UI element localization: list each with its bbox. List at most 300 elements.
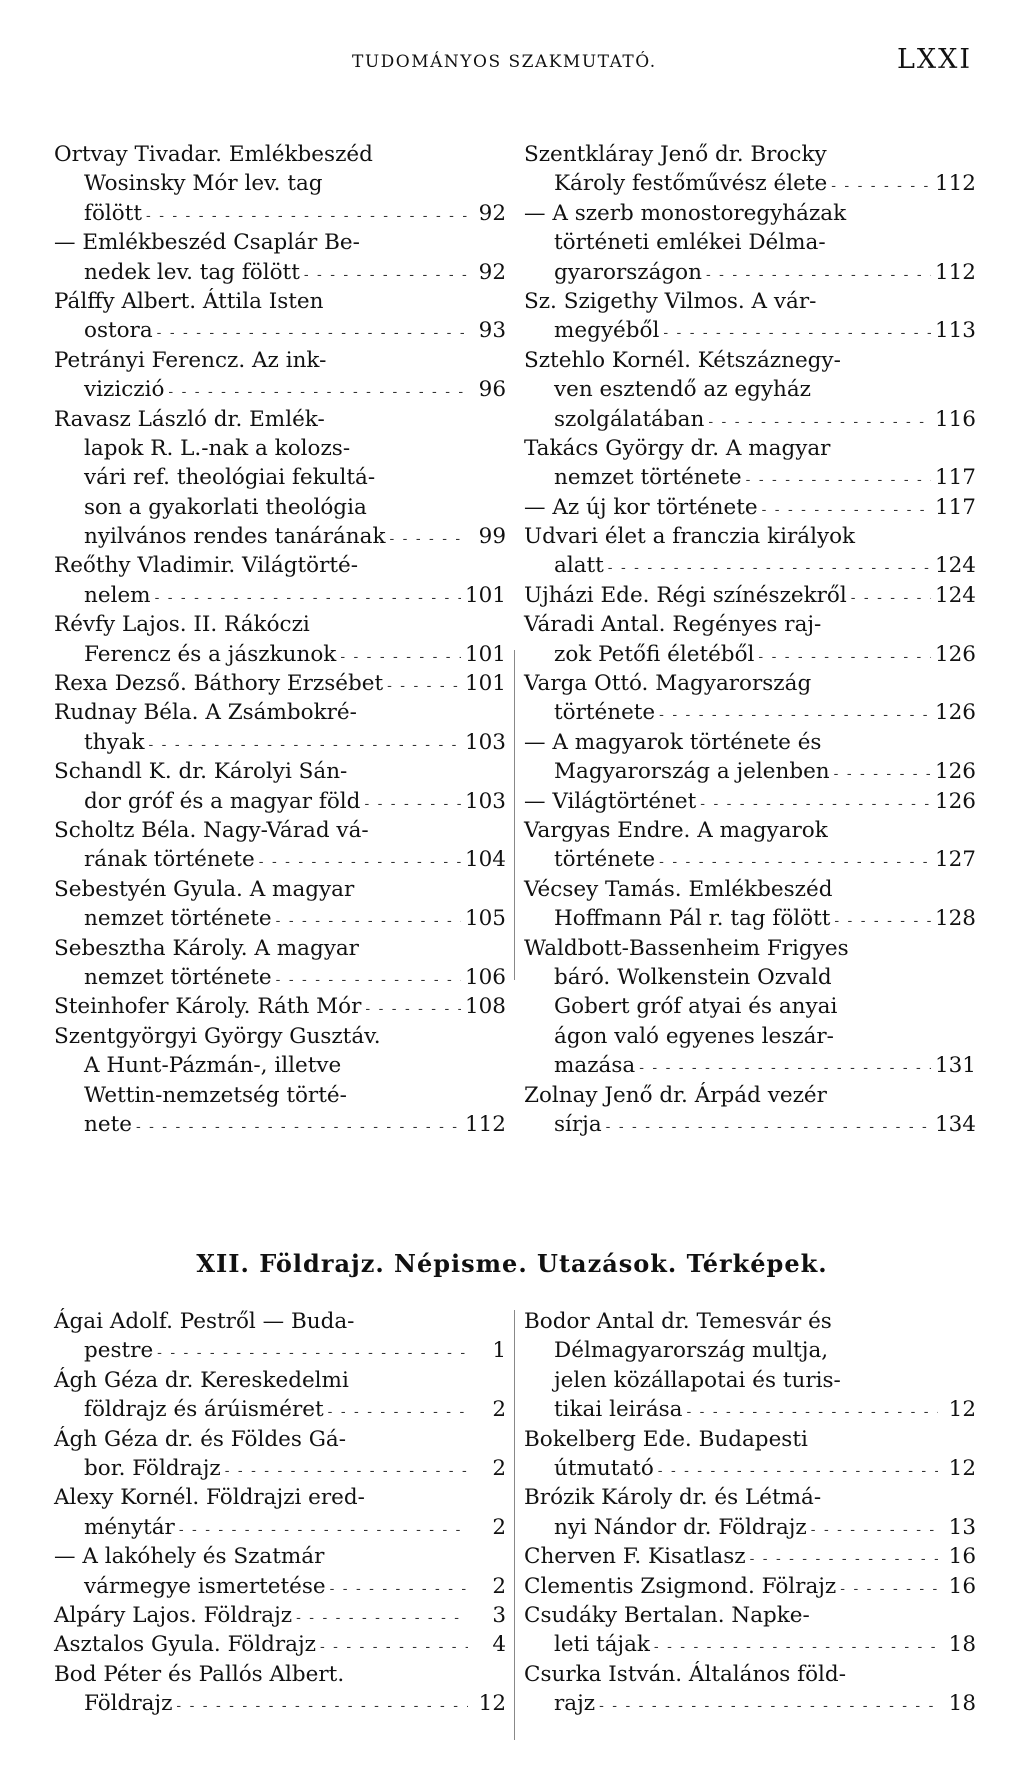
index-entry — [524, 1425, 976, 1484]
index-entry — [524, 287, 976, 346]
column-divider — [514, 650, 515, 980]
entry-line — [54, 992, 506, 1021]
entry-text: ven esztendő az egyház — [554, 377, 811, 403]
leader-dots — [360, 790, 461, 819]
entry-line — [54, 1542, 506, 1571]
entry-text: történeti emlékei Délma- — [554, 230, 826, 256]
index-entry — [524, 1601, 976, 1660]
entry-text: Gobert gróf atyai és anyai — [554, 994, 838, 1020]
entry-line — [524, 1022, 976, 1051]
entry-line — [524, 992, 976, 1021]
entry-page-number: 124 — [934, 582, 976, 608]
index-entry — [524, 434, 976, 493]
entry-line — [54, 1307, 506, 1336]
leader-dots — [696, 790, 931, 819]
entry-line — [524, 228, 976, 257]
entry-line — [524, 1110, 976, 1139]
entry-page-number: 116 — [934, 406, 976, 432]
index-entry — [54, 1660, 506, 1719]
entry-line — [524, 1081, 976, 1110]
entry-text: ágon való egyenes leszár- — [554, 1023, 834, 1049]
entry-line — [524, 140, 976, 169]
leader-dots — [383, 672, 461, 701]
index-entry — [54, 992, 506, 1021]
entry-page-number: 131 — [934, 1053, 976, 1079]
entry-text: leti tájak — [554, 1632, 650, 1658]
leader-dots — [132, 1113, 461, 1142]
entry-line — [54, 1336, 506, 1365]
entry-line — [54, 287, 506, 316]
index-entry — [54, 610, 506, 669]
entry-line — [524, 610, 976, 639]
index-entry — [524, 1572, 976, 1601]
leader-dots — [385, 525, 468, 554]
entry-line — [524, 1542, 976, 1571]
entry-line — [54, 698, 506, 727]
index-entry — [524, 1483, 976, 1542]
index-entry — [524, 522, 976, 581]
entry-line — [54, 728, 506, 757]
entry-line — [524, 1425, 976, 1454]
entry-page-number: 2 — [492, 1455, 506, 1481]
entry-text: Varga Ottó. Magyarország — [524, 671, 812, 697]
leader-dots — [683, 1398, 939, 1427]
entry-line — [524, 963, 976, 992]
entry-text: ménytár — [84, 1514, 175, 1540]
index-entry — [524, 934, 976, 1081]
entry-text: Ágh Géza dr. és Földes Gá- — [54, 1426, 346, 1452]
entry-text: földrajz és árúisméret — [84, 1397, 324, 1423]
entry-page-number: 112 — [934, 259, 976, 285]
entry-text: vármegye ismertetése — [84, 1573, 326, 1599]
entry-page-number: 101 — [464, 582, 506, 608]
entry-line — [524, 698, 976, 727]
entry-text: Bodor Antal dr. Temesvár és — [524, 1309, 832, 1334]
entry-page-number: 103 — [464, 788, 506, 814]
index-entry — [524, 1307, 976, 1425]
entry-text: Ferencz és a jászkunok — [84, 641, 337, 667]
index-entry — [54, 287, 506, 346]
entry-line — [54, 140, 506, 169]
entry-page-number: 112 — [464, 1111, 506, 1137]
entry-line — [54, 522, 506, 551]
leader-dots — [827, 172, 931, 201]
index-entry — [524, 1660, 976, 1719]
entry-line — [524, 551, 976, 580]
entry-line — [524, 816, 976, 845]
entry-line — [524, 1601, 976, 1630]
entry-text: Sztehlo Kornél. Kétszáznegy- — [524, 347, 841, 373]
entry-text: Sebestyén Gyula. A magyar — [54, 876, 355, 902]
entry-line — [524, 1660, 976, 1689]
entry-text: Brózik Károly dr. és Létmá- — [524, 1485, 822, 1511]
leader-dots — [221, 1457, 468, 1486]
entry-line — [524, 346, 976, 375]
entry-line — [524, 1336, 976, 1365]
entry-page-number: 16 — [948, 1573, 976, 1599]
entry-page-number: 16 — [948, 1544, 976, 1570]
entry-text: Schandl K. dr. Károlyi Sán- — [54, 759, 348, 785]
entry-page-number: 1 — [492, 1338, 506, 1364]
entry-text: pestre — [84, 1338, 154, 1364]
leader-dots — [175, 1516, 468, 1545]
entry-text: Clementis Zsigmond. Fölrajz — [524, 1573, 837, 1599]
leader-dots — [151, 584, 461, 613]
entry-text: Waldbott-Bassenheim Frigyes — [524, 935, 849, 961]
entry-text: Sebesztha Károly. A magyar — [54, 935, 359, 961]
entry-page-number: 3 — [492, 1602, 506, 1628]
entry-line — [54, 434, 506, 463]
entry-text: — Emlékbeszéd Csaplár Be- — [54, 230, 360, 256]
entry-line — [54, 405, 506, 434]
entry-text: — Az új kor története — [524, 494, 758, 520]
entry-line — [54, 1366, 506, 1395]
entry-text: Steinhofer Károly. Ráth Mór — [54, 994, 362, 1020]
leader-dots — [742, 466, 931, 495]
entry-text: Asztalos Gyula. Földrajz — [54, 1632, 316, 1658]
entry-text: Rudnay Béla. A Zsámbokré- — [54, 700, 357, 726]
entry-text: fölött — [84, 200, 143, 226]
entry-line — [524, 1630, 976, 1659]
entry-line — [54, 787, 506, 816]
entry-text: Földrajz — [84, 1691, 173, 1717]
entry-text: Szentkláray Jenő dr. Brocky — [524, 142, 827, 167]
index-entry — [524, 140, 976, 199]
history-right-column — [524, 140, 976, 1139]
leader-dots — [272, 966, 461, 995]
entry-line — [54, 346, 506, 375]
entry-text: nemzet története — [554, 465, 742, 491]
entry-text: nelem — [84, 582, 151, 608]
entry-line — [524, 434, 976, 463]
entry-page-number: 126 — [934, 759, 976, 785]
geography-right-column — [524, 1307, 976, 1718]
entry-text: Rexa Dezső. Báthory Erzsébet — [54, 671, 384, 697]
entry-text: Pálffy Albert. Áttila Isten — [54, 288, 324, 314]
entry-text: jelen közállapotai és turis- — [554, 1367, 841, 1393]
entry-text: Scholtz Béla. Nagy-Várad vá- — [54, 817, 369, 843]
entry-text: Révfy Lajos. II. Rákóczi — [54, 612, 310, 638]
entry-page-number: 104 — [464, 847, 506, 873]
entry-line — [54, 375, 506, 404]
entry-text: lapok R. L.-nak a kolozs- — [84, 435, 351, 461]
leader-dots — [830, 907, 931, 936]
entry-page-number: 12 — [948, 1397, 976, 1423]
index-entry — [54, 698, 506, 757]
index-entry — [54, 934, 506, 993]
leader-dots — [142, 202, 468, 231]
entry-text: Alexy Kornél. Földrajzi ered- — [54, 1485, 365, 1511]
entry-text: Délmagyarország multja, — [554, 1338, 829, 1364]
entry-line — [54, 610, 506, 639]
entry-line — [524, 316, 976, 345]
entry-line — [54, 963, 506, 992]
leader-dots — [300, 261, 468, 290]
entry-line — [54, 934, 506, 963]
index-entry — [54, 875, 506, 934]
entry-text: vári ref. theológiai fekultá- — [84, 465, 376, 491]
entry-line — [54, 816, 506, 845]
leader-dots — [316, 1633, 468, 1662]
index-entry — [524, 493, 976, 522]
entry-line — [54, 316, 506, 345]
entry-line — [54, 1660, 506, 1689]
entry-text: Udvari élet a franczia királyok — [524, 524, 856, 550]
entry-page-number: 92 — [478, 259, 506, 285]
entry-text: dor gróf és a magyar föld — [84, 788, 361, 814]
entry-line — [524, 1307, 976, 1336]
entry-page-number: 117 — [934, 465, 976, 491]
entry-text: gyarországon — [554, 259, 702, 285]
entry-line — [54, 1051, 506, 1080]
leader-dots — [172, 1692, 468, 1721]
entry-page-number: 18 — [948, 1632, 976, 1658]
entry-line — [54, 258, 506, 287]
index-entry — [54, 551, 506, 610]
entry-line — [524, 169, 976, 198]
leader-dots — [758, 496, 931, 525]
entry-text: nete — [84, 1111, 132, 1137]
entry-text: — A lakóhely és Szatmár — [54, 1544, 325, 1570]
entry-line — [524, 787, 976, 816]
entry-line — [54, 1110, 506, 1139]
entry-text: Bod Péter és Pallós Albert. — [54, 1661, 345, 1687]
entry-line — [524, 287, 976, 316]
entry-text: Cherven F. Kisatlasz — [524, 1544, 746, 1570]
entry-text: zok Petőfi életéből — [554, 641, 755, 667]
leader-dots — [650, 1633, 938, 1662]
entry-text: Csurka István. Általános föld- — [524, 1661, 846, 1687]
entry-line — [54, 1395, 506, 1424]
entry-text: alatt — [554, 553, 604, 579]
entry-page-number: 101 — [464, 641, 506, 667]
entry-text: Wosinsky Mór lev. tag — [84, 171, 323, 197]
entry-text: Vargyas Endre. A magyarok — [524, 817, 828, 843]
entry-line — [524, 581, 976, 610]
entry-page-number: 106 — [464, 964, 506, 990]
index-entry — [524, 346, 976, 434]
entry-line — [54, 904, 506, 933]
entry-page-number: 126 — [934, 788, 976, 814]
leader-dots — [655, 701, 931, 730]
entry-text: mazása — [554, 1053, 636, 1079]
entry-page-number: 99 — [478, 524, 506, 550]
entry-line — [524, 1689, 976, 1718]
entry-text: thyak — [84, 729, 145, 755]
entry-page-number: 124 — [934, 553, 976, 579]
entry-text: története — [554, 700, 656, 726]
entry-line — [524, 375, 976, 404]
entry-page-number: 12 — [478, 1691, 506, 1717]
leader-dots — [635, 1054, 931, 1083]
index-entry — [54, 1630, 506, 1659]
entry-text: nyi Nándor dr. Földrajz — [554, 1514, 807, 1540]
history-left-column — [54, 140, 506, 1139]
entry-text: Ravasz László dr. Emlék- — [54, 406, 325, 432]
entry-line — [524, 199, 976, 228]
leader-dots — [164, 378, 468, 407]
entry-text: bor. Földrajz — [84, 1455, 221, 1481]
entry-line — [524, 728, 976, 757]
entry-line — [524, 1513, 976, 1542]
entry-page-number: 117 — [934, 494, 976, 520]
entry-page-number: 127 — [934, 847, 976, 873]
entry-page-number: 2 — [492, 1397, 506, 1423]
entry-page-number: 113 — [934, 318, 976, 344]
leader-dots — [255, 848, 461, 877]
leader-dots — [595, 1692, 938, 1721]
entry-line — [54, 757, 506, 786]
entry-line — [524, 522, 976, 551]
leader-dots — [836, 1575, 938, 1604]
entry-line — [524, 1572, 976, 1601]
leader-dots — [847, 584, 931, 613]
entry-text: nemzet története — [84, 964, 272, 990]
entry-text: — Világtörténet — [524, 788, 697, 814]
index-entry — [54, 1366, 506, 1425]
entry-page-number: 134 — [934, 1111, 976, 1137]
entry-page-number: 105 — [464, 906, 506, 932]
leader-dots — [746, 1545, 938, 1574]
entry-text: Takács György dr. A magyar — [524, 435, 831, 461]
entry-line — [524, 1051, 976, 1080]
entry-text: Károly festőművész élete — [554, 171, 828, 197]
index-entry — [524, 199, 976, 287]
entry-text: viziczió — [84, 377, 165, 403]
entry-text: Ágai Adolf. Pestről — Buda- — [54, 1309, 355, 1334]
entry-line — [54, 875, 506, 904]
entry-text: nyilvános rendes tanárának — [84, 524, 386, 550]
entry-line — [54, 493, 506, 522]
geography-left-column — [54, 1307, 506, 1718]
entry-text: Magyarország a jelenben — [554, 759, 830, 785]
entry-line — [524, 934, 976, 963]
entry-text: útmutató — [554, 1455, 654, 1481]
entry-text: ostora — [84, 318, 153, 344]
index-entry — [524, 610, 976, 669]
entry-line — [54, 463, 506, 492]
running-head-title: TUDOMÁNYOS SZAKMUTATÓ. — [352, 52, 657, 72]
entry-line — [524, 405, 976, 434]
entry-text: — A szerb monostoregyházak — [524, 200, 847, 226]
entry-text: Sz. Szigethy Vilmos. A vár- — [524, 288, 817, 314]
index-entry — [524, 875, 976, 934]
index-entry — [524, 816, 976, 875]
leader-dots — [272, 907, 461, 936]
index-entry — [54, 1307, 506, 1366]
entry-text: Ágh Géza dr. Kereskedelmi — [54, 1367, 349, 1393]
index-entry — [54, 346, 506, 405]
entry-line — [54, 669, 506, 698]
index-entry — [54, 816, 506, 875]
entry-line — [524, 1366, 976, 1395]
entry-page-number: 108 — [464, 994, 506, 1020]
section-heading: XII. Földrajz. Népisme. Utazások. Térképek. — [196, 1249, 828, 1278]
entry-line — [524, 904, 976, 933]
entry-page-number: 2 — [492, 1514, 506, 1540]
leader-dots — [324, 1398, 468, 1427]
entry-line — [524, 258, 976, 287]
running-head — [0, 44, 1024, 84]
entry-page-number: 92 — [478, 200, 506, 226]
entry-page-number: 4 — [492, 1632, 506, 1658]
entry-line — [524, 1395, 976, 1424]
entry-line — [54, 1601, 506, 1630]
entry-text: Szentgyörgyi György Gusztáv. — [54, 1023, 381, 1049]
leader-dots — [153, 1339, 468, 1368]
entry-text: Csudáky Bertalan. Napke- — [524, 1602, 810, 1628]
entry-text: A Hunt-Pázmán-, illetve — [84, 1053, 342, 1079]
leader-dots — [336, 643, 461, 672]
entry-text: — A magyarok története és — [524, 729, 822, 755]
entry-page-number: 126 — [934, 700, 976, 726]
entry-line — [54, 551, 506, 580]
entry-line — [524, 493, 976, 522]
leader-dots — [292, 1604, 468, 1633]
entry-line — [54, 1513, 506, 1542]
entry-text: nemzet története — [84, 906, 272, 932]
index-entry — [54, 1542, 506, 1601]
entry-text: Wettin-nemzetség törté- — [84, 1082, 347, 1108]
entry-page-number: 101 — [464, 671, 506, 697]
entry-text: története — [554, 847, 656, 873]
entry-text: rajz — [554, 1691, 596, 1717]
entry-line — [54, 1630, 506, 1659]
index-entry — [524, 669, 976, 728]
entry-line — [524, 640, 976, 669]
entry-page-number: 128 — [934, 906, 976, 932]
entry-line — [54, 1689, 506, 1718]
entry-text: Reőthy Vladimir. Világtörté- — [54, 553, 359, 579]
entry-text: sírja — [554, 1111, 602, 1137]
entry-text: szolgálatában — [554, 406, 705, 432]
entry-text: tikai leirása — [554, 1397, 683, 1423]
entry-line — [524, 845, 976, 874]
page-number: LXXI — [896, 44, 972, 75]
entry-line — [524, 1483, 976, 1512]
leader-dots — [144, 731, 460, 760]
entry-text: Bokelberg Ede. Budapesti — [524, 1426, 808, 1452]
leader-dots — [361, 995, 461, 1024]
leader-dots — [655, 848, 931, 877]
entry-text: rának története — [84, 847, 255, 873]
leader-dots — [326, 1575, 468, 1604]
leader-dots — [830, 760, 931, 789]
index-entry — [524, 728, 976, 787]
entry-line — [54, 845, 506, 874]
entry-text: son a gyakorlati theológia — [84, 494, 367, 520]
index-entry — [54, 1022, 506, 1140]
entry-text: Ortvay Tivadar. Emlékbeszéd — [54, 142, 373, 167]
entry-page-number: 13 — [948, 1514, 976, 1540]
entry-text: megyéből — [554, 318, 660, 344]
entry-text: Ujházi Ede. Régi színészekről — [524, 582, 847, 608]
entry-line — [54, 640, 506, 669]
leader-dots — [153, 319, 468, 348]
index-entry — [524, 581, 976, 610]
leader-dots — [702, 261, 931, 290]
entry-line — [54, 1454, 506, 1483]
leader-dots — [659, 319, 931, 348]
leader-dots — [654, 1457, 938, 1486]
entry-line — [54, 581, 506, 610]
entry-line — [524, 875, 976, 904]
leader-dots — [807, 1516, 938, 1545]
leader-dots — [704, 408, 931, 437]
entry-line — [54, 1425, 506, 1454]
leader-dots — [604, 554, 931, 583]
entry-text: Vécsey Tamás. Emlékbeszéd — [524, 876, 833, 902]
